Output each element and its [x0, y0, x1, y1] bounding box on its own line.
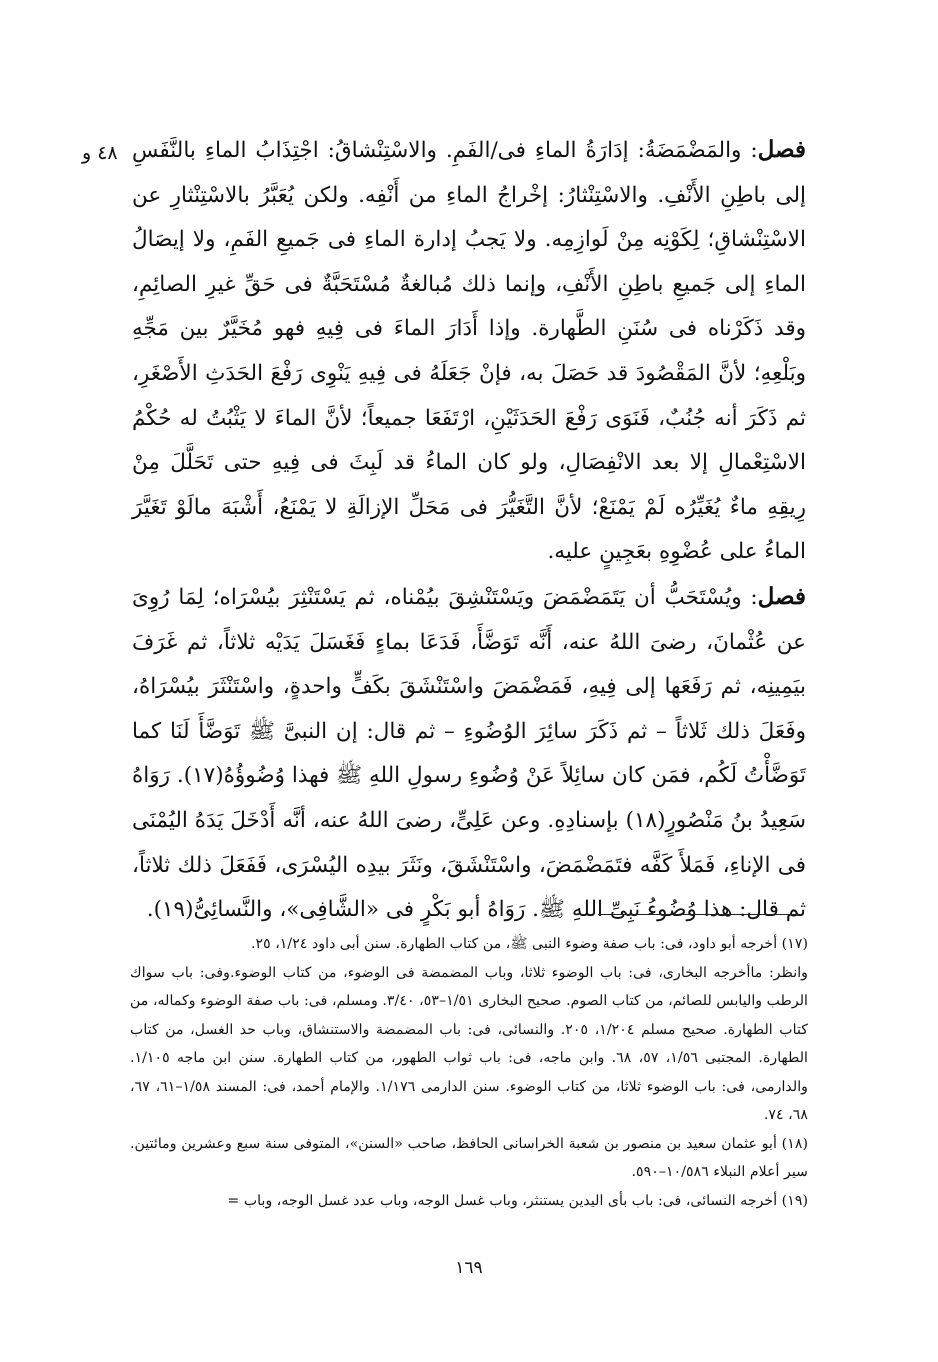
- main-text: [132, 128, 806, 933]
- paragraph-text: : والمَضْمَضَةُ: إدَارَةُ الماءِ فى/الفَمِ. والاسْتِنْشاقُ: اجْتِذَابُ الماءِ بالنَّفَسِ إلى باطِنِ الأَنْفِ. والاسْتِنْثارُ: إخْراجُ الماءِ من أَنْفِه. ولكن يُعَبَّرُ بالاسْتِنْثارِ عن الاسْتِنْشاقِ؛ لِكَوْنِه مِنْ لَوازِمِه. ولا يَجبُ إدارة الماءِ فى جَميعِ الفَمِ، ولا إيصَالُ الماءِ إلى جَميعِ باطِنِ الأَنْفِ، وإنما ذلك مُبالغةٌ مُسْتَحَبَّةٌ فى حَقِّ غيرِ الصائِمِ، وقد ذَكَرْناه فى سُنَنِ الطَّهارة. وإذا أَدَارَ الماءَ فى فِيهِ فهو مُخَيَّرٌ بين مَجِّهِ وبَلْعِهِ؛ لأنَّ المَقْصُودَ قد حَصَلَ به، فإنْ جَعَلَهُ فى فِيهِ يَنْوِى رَفْعَ الحَدَثِ الأَصْغَرِ، ثم ذَكَرَ أنه جُنُبٌ، فَنَوَى رَفْعَ الحَدَثَيْنِ، ارْتَفَعَا جميعاً؛ لأنَّ الماءَ لا يَثْبُتُ له حُكْمُ الاسْتِعْمالِ إلا بعد الانْفِصَالِ، ولو كان الماءُ قد لَبِثَ فى فِيهِ حتى تَحَلَّلَ مِنْ رِيقِهِ ماءٌ يُغَيِّرُه لَمْ يَمْنَعْ؛ لأنَّ التَّغَيُّرَ فى مَحَلِّ الإزالَةِ لا يَمْنَعُ، أَشْبَهَ مالَوْ تَغَيَّرَ الماءُ على عُضْوِهِ بعَجِينٍ عليه.: [132, 138, 806, 565]
- section-heading: فصل: [757, 136, 806, 163]
- footnote: (١٩) أخرجه النسائى، فى: باب بأى اليدين يستنثر، وباب غسل الوجه، وباب عدد غسل الوجه، وباب =: [227, 1192, 808, 1209]
- section-heading: فصل: [757, 582, 806, 610]
- footnote: (١٧) أخرجه أبو داود، فى: باب صفة وضوء النبى ﷺ، من كتاب الطهارة. سنن أبى داود ١/٢٤، ٢٥.: [250, 936, 808, 952]
- paragraph-text: : ويُسْتَحَبُّ أن يَتَمَضْمَضَ ويَسْتَنْشِقَ بيُمْناه، ثم يَسْتَنْثِرَ بيُسْرَاه؛ لِمَا رُوِىَ عن عُثْمانَ، رضىَ اللهُ عنه، أَنَّه تَوَضَّأَ، فَدَعَا بماءٍ فَغَسَلَ يَدَيْه ثلاثاً، ثم غَرَفَ بيَمِينِه، ثم رَفَعَها إلى فِيهِ، فَمَضْمَضَ واسْتَنْشَقَ بكَفٍّ واحدةٍ، واسْتَنْثَرَ بيُسْرَاهُ، وفَعَلَ ذلك ثَلاثاً – ثم ذَكَرَ سائِرَ الوُضُوءِ – ثم قال: إن النبىَّ ﷺ تَوَضَّأَ لَنَا كما تَوَضَّأْتُ لَكُم، فمَن كان سائِلاً عَنْ وُضُوءِ رسولِ اللهِ ﷺ فهذا وُضُوؤُهُ(١٧). رَوَاهُ سَعِيدُ بنُ مَنْصُورٍ(١٨) بإسنادِهِ. وعن عَلِىٍّ، رضىَ اللهُ عنه، أنَّه أَدْخَلَ يَدَهُ اليُمْنَى فى الإناءِ، فَمَلأَ كَفَّه فتَمَضْمَضَ، واسْتَنْشَقَ، ونَثَرَ بيدِه اليُسْرَى، فَفَعَلَ ذلك ثلاثاً، ثم قال: هذا وُضُوءُ نَبِىِّ اللهِ ﷺ. رَوَاهُ أبو بَكْرٍ فى «الشَّافِى»، والنَّسائِىُّ(١٩).: [132, 584, 807, 923]
- paragraph-2: [132, 575, 806, 933]
- page-number: ١٦٩: [455, 1258, 483, 1278]
- margin-note: ٤٨ و: [82, 142, 118, 164]
- footnote: وانظر: ماأخرجه البخارى، فى: باب الوضوء ثلاثا، وباب المضمضة فى الوضوء، من كتاب الوضوء.وفى: باب سواك الرطب واليابس للصائم، من كتاب الصوم. صحيح البخارى ١/٥١–٥٣، ٣/٤٠. ومسلم، فى: باب صفة الوضوء وكماله، من كتاب الطهارة. صحيح مسلم ١/٢٠٤، ٢٠٥. والنسائى، فى: باب المضمضة والاستنشاق، وباب حد الغسل، من كتاب الطهارة. المجتبى ١/٥٦، ٥٧، ٦٨. وابن ماجه، فى: باب ثواب الطهور، من كتاب الطهارة. سنن ابن ماجه ١/١٠٥. والدارمى، فى: باب الوضوء ثلاثا، من كتاب الوضوء. سنن الدارمى ١/١٧٦. والإمام أحمد، فى: المسند ١/٥٨–٦١، ٦٧، ٦٨، ٧٤.: [130, 964, 809, 1123]
- paragraph-1: [132, 128, 806, 575]
- footnote: (١٨) أبو عثمان سعيد بن منصور بن شعبة الخراسانى الحافظ، صاحب «السنن»، المتوفى سنة سبع وعشرين ومائتين. سير أعلام النبلاء ١٠/٥٨٦–٥٩٠.: [130, 1135, 808, 1180]
- footnote-divider: [598, 914, 802, 915]
- footnotes: [130, 930, 808, 1215]
